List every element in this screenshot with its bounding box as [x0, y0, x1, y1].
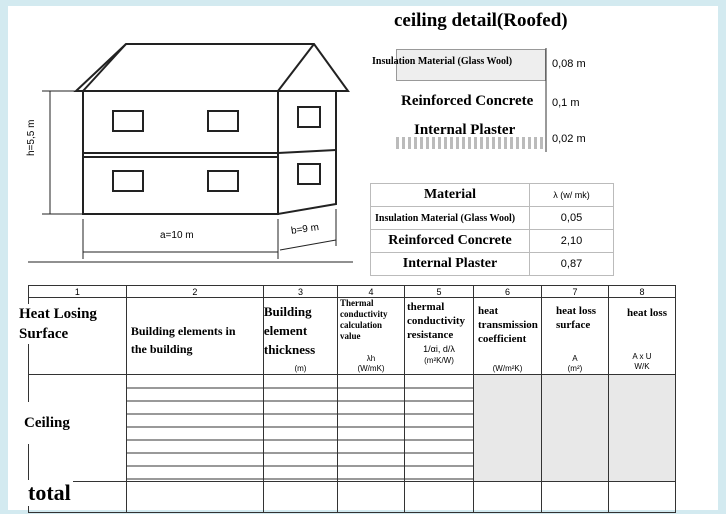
column-number: 6: [474, 286, 542, 298]
column-number: 3: [263, 286, 337, 298]
height-label: h=5,5 m: [26, 119, 37, 156]
col-resistance-unit: (m²K/W): [424, 356, 454, 365]
col-transmission: heat transmission coefficient: [478, 305, 538, 345]
body-cell: [263, 482, 337, 513]
layer-thickness-concrete: 0,1 m: [552, 97, 580, 109]
col-heat-losing-surface: Heat Losing Surface: [19, 304, 119, 344]
body-cell: [338, 375, 405, 482]
material-table: [370, 183, 614, 276]
header-cell: [338, 298, 405, 375]
material-name: Reinforced Concrete: [371, 230, 530, 253]
column-number-row: [29, 286, 676, 298]
ceiling-row: [29, 375, 676, 482]
col-building-elements: Building elements in the building: [130, 324, 236, 356]
col-conductivity-symbol: λh: [366, 354, 376, 363]
col-transmission-unit: (W/m²K): [492, 364, 523, 373]
body-cell: [126, 375, 263, 482]
document-page: [8, 6, 718, 510]
total-row: [29, 482, 676, 513]
column-number: 8: [608, 286, 675, 298]
column-number: 1: [29, 286, 127, 298]
body-cell: [405, 482, 474, 513]
body-cell[interactable]: [608, 482, 675, 513]
body-cell[interactable]: [474, 375, 542, 482]
body-cell[interactable]: [608, 375, 675, 482]
layer-thickness-insulation: 0,08 m: [552, 58, 586, 70]
header-cell: [405, 298, 474, 375]
header-cell: [542, 298, 609, 375]
lambda-header: λ (w/ mk): [530, 184, 614, 207]
col-surface-symbol: A: [572, 354, 578, 363]
heat-loss-table: [28, 285, 676, 513]
header-cell: [126, 298, 263, 375]
column-number: 7: [542, 286, 609, 298]
col-heat-loss-unit: W/K: [634, 362, 650, 371]
header-cell: [608, 298, 675, 375]
col-thickness-unit: (m): [294, 364, 307, 373]
column-header-row: [29, 298, 676, 375]
material-row: [371, 230, 614, 253]
header-cell: [263, 298, 337, 375]
col-conductivity: Thermal conductivity calculation value: [340, 298, 388, 341]
total-row-label: total: [28, 480, 71, 505]
body-cell: [338, 482, 405, 513]
material-value: 0,87: [530, 253, 614, 276]
column-number: 2: [126, 286, 263, 298]
material-header: Material: [371, 184, 530, 207]
body-cell: [405, 375, 474, 482]
material-name: Insulation Material (Glass Wool): [371, 207, 530, 230]
body-cell: [263, 375, 337, 482]
layer-label-insulation: Insulation Material (Glass Wool): [372, 56, 513, 67]
depth-label: b=9 m: [290, 222, 320, 237]
material-value: 2,10: [530, 230, 614, 253]
column-number: 5: [405, 286, 474, 298]
col-heat-loss-symbol: A x U: [632, 352, 652, 361]
page-title: ceiling detail(Roofed): [394, 10, 568, 31]
section-dimension-line: [542, 46, 552, 156]
body-cell: [126, 482, 263, 513]
material-name: Internal Plaster: [371, 253, 530, 276]
material-row: [371, 207, 614, 230]
layer-thickness-plaster: 0,02 m: [552, 133, 586, 145]
col-conductivity-unit: (W/mK): [357, 364, 385, 373]
material-row: [371, 253, 614, 276]
material-header-row: [371, 184, 614, 207]
layer-label-plaster: Internal Plaster: [414, 122, 516, 138]
col-surface-unit: (m²): [567, 364, 583, 373]
column-number: 4: [338, 286, 405, 298]
material-value: 0,05: [530, 207, 614, 230]
body-cell: [474, 482, 542, 513]
ceiling-row-label: Ceiling: [8, 402, 96, 444]
layer-label-concrete: Reinforced Concrete: [401, 93, 534, 109]
col-heat-loss: heat loss: [626, 307, 667, 319]
width-label: a=10 m: [160, 230, 194, 241]
col-resistance-symbol: 1/αi, d/λ: [423, 344, 455, 354]
body-cell[interactable]: [542, 375, 609, 482]
col-thickness: Building element thickness: [263, 304, 316, 357]
body-cell: [542, 482, 609, 513]
header-cell: [474, 298, 542, 375]
col-heat-loss-surface: heat loss surface: [556, 305, 597, 331]
col-resistance: thermal conductivity resistance: [407, 301, 466, 341]
